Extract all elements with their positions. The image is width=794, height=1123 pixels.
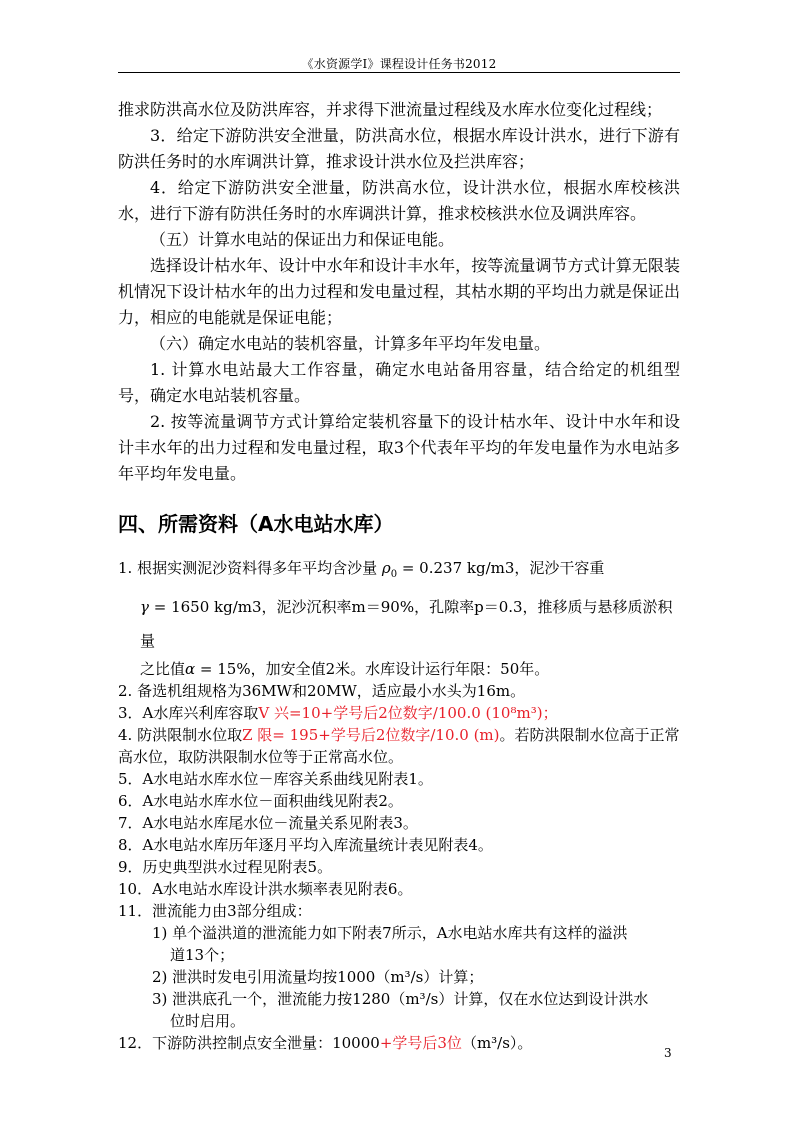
paragraph-6: （六）确定水电站的装机容量，计算多年平均年发电量。	[150, 334, 551, 353]
gamma-symbol: γ	[140, 598, 149, 616]
list-item-1-cont2	[118, 658, 680, 680]
paragraph-4: （五）计算水电站的保证出力和保证电能。	[150, 230, 455, 249]
sub-item-1-cont: 道13个；	[170, 946, 235, 964]
list-item-12-text: 12．下游防洪控制点安全泄量：10000	[118, 1034, 380, 1052]
ratio-value: = 15%，加安全值2米。水库设计运行年限：50年。	[195, 660, 550, 678]
list-item-5: 5．A水电站水库水位－库容关系曲线见附表1。	[118, 770, 433, 788]
rho-subscript: 0	[390, 569, 398, 580]
materials-list	[118, 553, 680, 1054]
list-item-6: 6．A水电站水库水位－面积曲线见附表2。	[118, 792, 403, 810]
paragraph-8: 2. 按等流量调节方式计算给定装机容量下的设计枯水年、设计中水年和设计丰水年的出力过程和发电量过程，取3个代表年平均的年发电量作为水电站多年平均年发电量。	[118, 412, 680, 483]
sub-item-1: 1) 单个溢洪道的泄流能力如下附表7所示，A水电站水库共有这样的溢洪	[152, 924, 628, 942]
alpha-symbol: α	[185, 660, 196, 678]
sediment-value: = 0.237 kg/m3，泥沙干容重	[397, 559, 605, 577]
list-item-3-text: 3．A水库兴利库容取	[118, 704, 259, 722]
section-heading: 四、所需资料（A水电站水库）	[118, 512, 394, 536]
sub-item-2: 2) 泄洪时发电引用流量均按1000（m³/s）计算；	[152, 968, 484, 986]
list-item-3	[118, 702, 680, 724]
document-body	[118, 97, 680, 1054]
paragraph-3: 4．给定下游防洪安全泄量，防洪高水位，设计洪水位，根据水库校核洪水，进行下游有防洪任务时的水库调洪计算，推求校核洪水位及调洪库容。	[118, 178, 680, 223]
list-item-7: 7．A水电站水库尾水位－流量关系见附表3。	[118, 814, 418, 832]
paragraph-2: 3．给定下游防洪安全泄量，防洪高水位，根据水库设计洪水，进行下游有防洪任务时的水库调洪计算，推求设计洪水位及拦洪库容；	[118, 126, 680, 171]
list-item-9: 9．历史典型洪水过程见附表5。	[118, 858, 333, 876]
list-item-1-cont	[118, 590, 680, 658]
ratio-label: 之比值	[140, 660, 186, 678]
page-header: 《水资源学I》课程设计任务书2012	[301, 57, 497, 71]
discharge-unit: （m³/s）。	[461, 1034, 533, 1052]
header-divider	[118, 72, 680, 73]
list-item-2: 2. 备选机组规格为36MW和20MW，适应最小水头为16m。	[118, 682, 526, 700]
list-item-4	[118, 724, 680, 768]
page-number: 3	[664, 1046, 672, 1060]
paragraph-1: 推求防洪高水位及防洪库容，并求得下泄流量过程线及水库水位变化过程线；	[118, 100, 663, 119]
flood-limit-formula: Z 限= 195+学号后2位数字/10.0 (m)	[242, 726, 500, 744]
gamma-value: = 1650 kg/m3，泥沙沉积率m＝90%，孔隙率p＝0.3，推移质与悬移质淤积量	[140, 598, 673, 650]
sub-item-3: 3) 泄洪底孔一个，泄流能力按1280（m³/s）计算，仅在水位达到设计洪水	[152, 990, 649, 1008]
list-item-8: 8．A水电站水库历年逐月平均入库流量统计表见附表4。	[118, 836, 493, 854]
storage-formula: V 兴=10+学号后2位数字/100.0 (10⁸m³)；	[258, 704, 558, 722]
list-item-12	[118, 1032, 680, 1054]
list-item-1-text: 1. 根据实测泥沙资料得多年平均含沙量	[118, 559, 378, 577]
discharge-formula: +学号后3位	[379, 1034, 462, 1052]
sub-item-3-cont: 位时启用。	[170, 1012, 246, 1030]
list-item-4-note: 。若防洪限制水位高于正常高水位，取防洪限制水位等于正常高水位。	[118, 726, 680, 766]
list-item-1	[118, 553, 680, 590]
paragraph-5: 选择设计枯水年、设计中水年和设计丰水年，按等流量调节方式计算无限装机情况下设计枯水年的出力过程和发电量过程，其枯水期的平均出力就是保证出力，相应的电能就是保证电能；	[118, 256, 680, 327]
list-item-4-text: 4. 防洪限制水位取	[118, 726, 243, 744]
list-item-10: 10．A水电站水库设计洪水频率表见附表6。	[118, 880, 413, 898]
list-item-11: 11．泄流能力由3部分组成：	[118, 902, 312, 920]
paragraph-7: 1. 计算水电站最大工作容量，确定水电站备用容量，结合给定的机组型号，确定水电站装机容量。	[118, 360, 680, 405]
rho-symbol: ρ	[381, 559, 391, 577]
